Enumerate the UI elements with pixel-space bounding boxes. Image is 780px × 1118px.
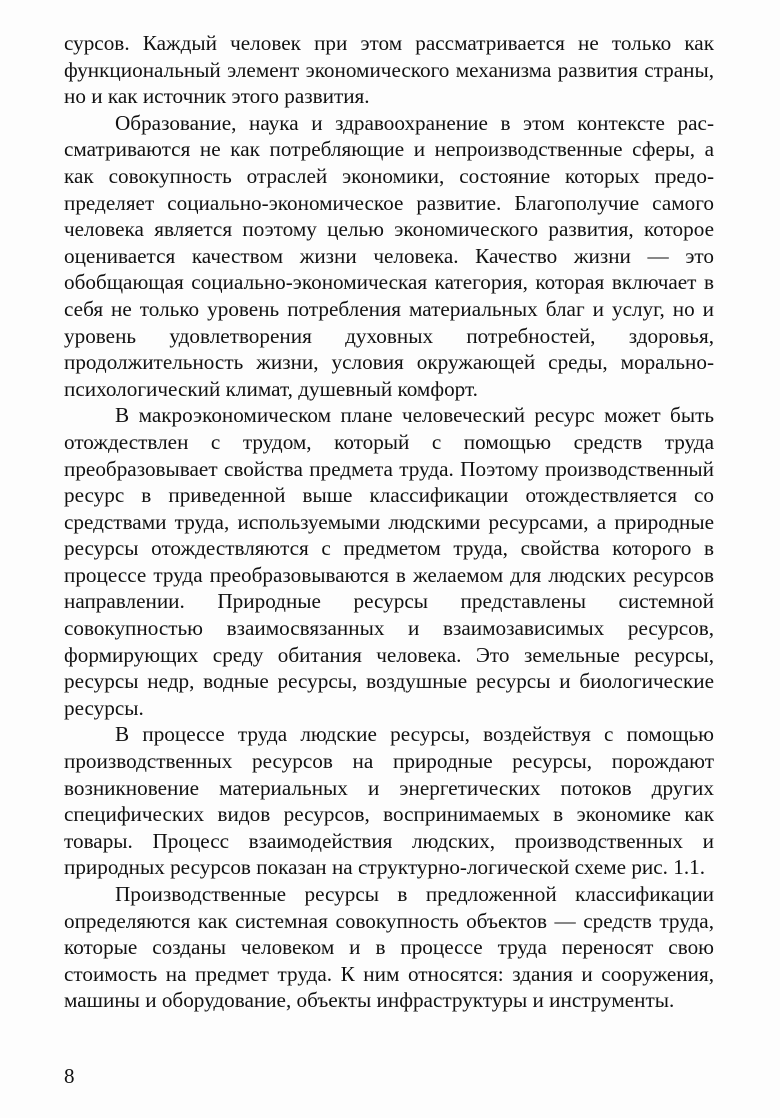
paragraph-3: В макроэкономическом плане человеческий ресурс может быть отождествлен с трудом, который с помощью средств труда преобразовывает свойства предмета труда. Поэтому производственный ресурс в приведенной выше классификации отождествляется со средствами труда, используемыми людскими ресурсами, а природные ресурсы отождествляются с предметом труда, свойства которого в процессе труда преобразовываются в желаемом для людских ресурсов направлении. Природные ресурсы представлены системной совокупностью взаимосвязанных и взаимозависимых ресурсов, формирующих среду обитания человека. Это земельные ресурсы, ресурсы недр, водные ресурсы, воздушные ресурсы и биологические ресурсы.: [64, 403, 714, 720]
body-text: [64, 30, 714, 1014]
paragraph-5: Производственные ресурсы в предложенной классификации определяются как системная совокупность объектов — средств труда, которые созданы человеком и в процессе труда переносят свою стоимость на предмет труда. К ним относятся: здания и сооружения, машины и оборудование, объекты инфраструктуры и инструменты.: [64, 882, 714, 1013]
paragraph-1: сурсов. Каждый человек при этом рассматривается не только как функциональный элемент экономического механизма развития страны, но и как источник этого развития.: [64, 31, 714, 109]
page-number: 8: [64, 1064, 75, 1088]
paragraph-4: В процессе труда людские ресурсы, воздействуя с помощью производственных ресурсов на природные ресурсы, порождают возникновение материальных и энергетических потоков других специфических видов ресурсов, воспринимаемых в экономике как товары. Процесс взаимодействия людских, производственных и природных ресурсов показан на структурно-логической схеме рис. 1.1.: [64, 722, 714, 880]
paragraph-2: Образование, наука и здравоохранение в этом контексте рассматриваются не как потребляющие и непроизводственные сферы, а как совокупность отраслей экономики, состояние которых предопределяет социально-экономическое развитие. Благополучие самого человека является поэтому целью экономического развития, которое оценивается качеством жизни человека. Качество жизни — это обобщающая социально-экономическая категория, которая включает в себя не только уровень потребления материальных благ и услуг, но и уровень удовлетворения духовных потребностей, здоровья, продолжительность жизни, условия окружающей среды, морально-психологический климат, душевный комфорт.: [64, 110, 714, 401]
